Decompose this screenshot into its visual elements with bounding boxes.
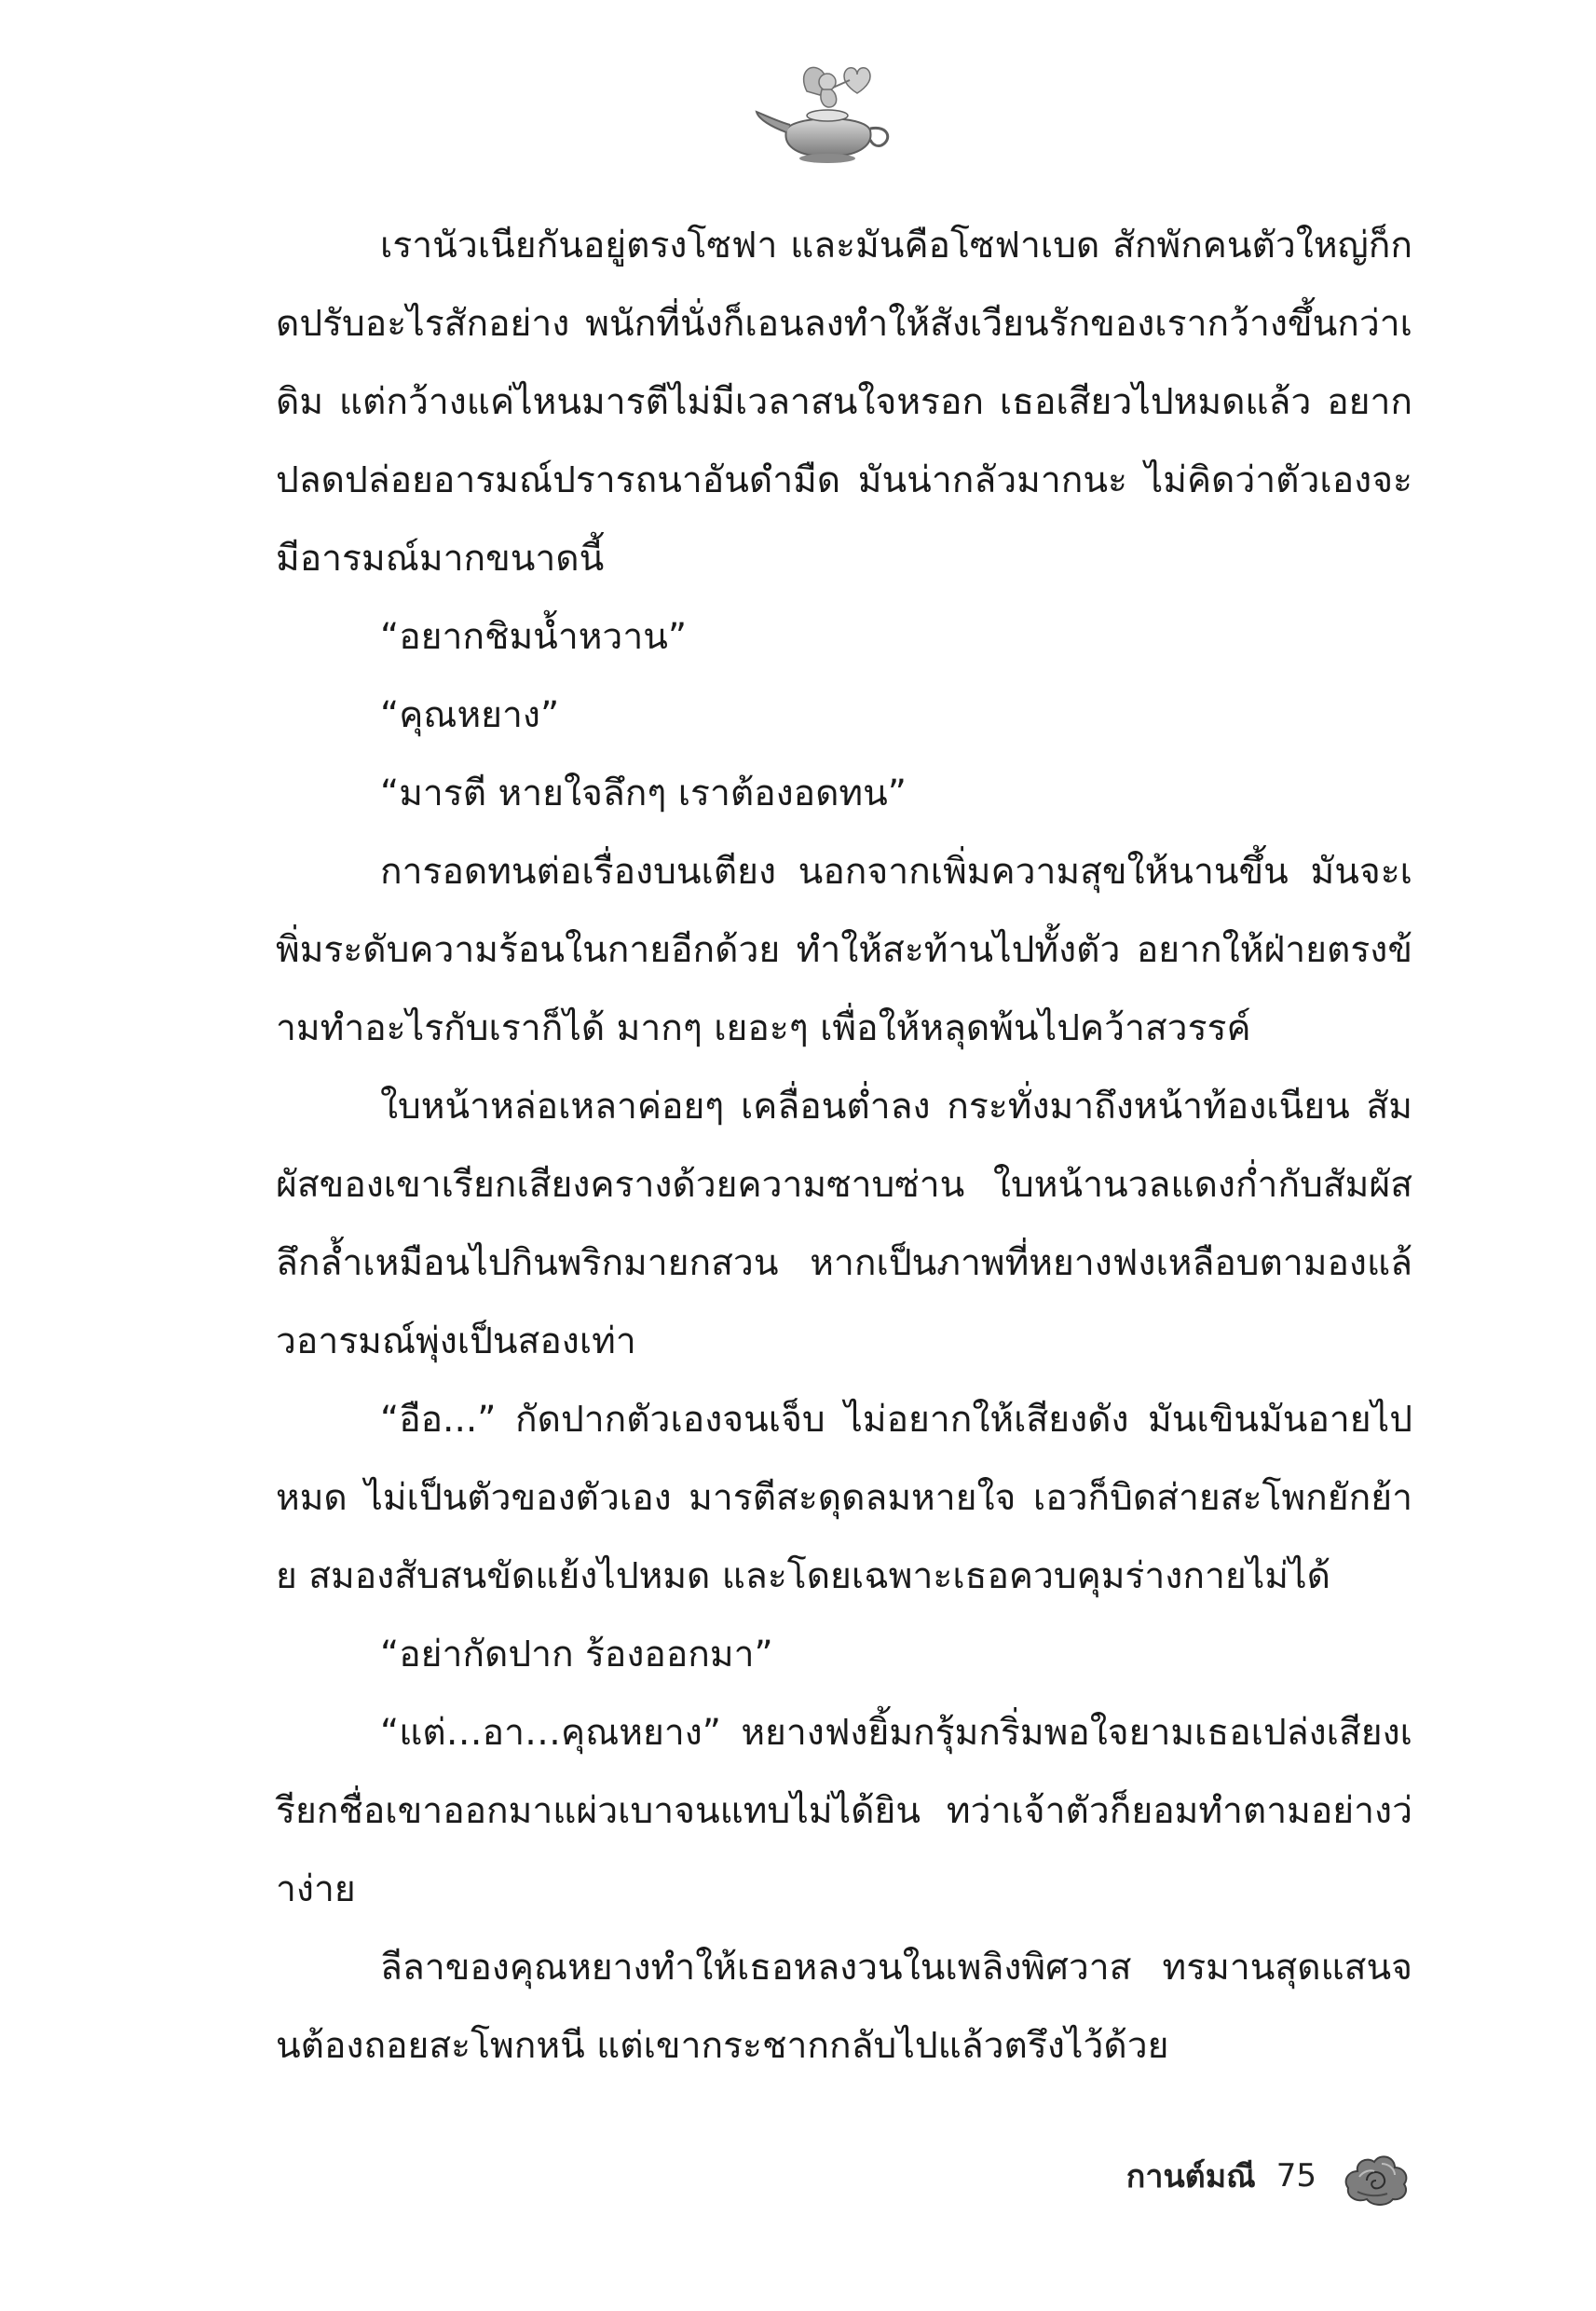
paragraph: “คุณหยาง”	[380, 694, 560, 736]
paragraph: การอดทนต่อเรื่องบนเตียง นอกจากเพิ่มความสุขให้นานขึ้น มันจะเพิ่มระดับความร้อนในกายอีกด้วย ทำให้สะท้านไปทั้งตัว อยากให้ฝ่ายตรงข้ามทำอะไรกับเราก็ได้ มากๆ เยอะๆ เพื่อให้หลุดพ้นไปคว้าสวรรค์	[276, 851, 1412, 1049]
paragraph: “มารตี หายใจลึกๆ เราต้องอดทน”	[380, 773, 907, 814]
paragraph: ใบหน้าหล่อเหลาค่อยๆ เคลื่อนต่ำลง กระทั่งมาถึงหน้าท้องเนียน สัมผัสของเขาเรียกเสียงครางด้วยความซาบซ่าน ใบหน้านวลแดงก่ำกับสัมผัสลึกล้ำเหมือนไปกินพริกมายกสวน หากเป็นภาพที่หยางฟงเหลือบตามองแล้วอารมณ์พุ่งเป็นสองเท่า	[276, 1086, 1412, 1362]
page-footer	[1126, 2134, 1413, 2218]
paragraph: “แต่…อา…คุณหยาง” หยางฟงยิ้มกรุ้มกริ่มพอใจยามเธอเปล่งเสียงเรียกชื่อเขาออกมาแผ่วเบาจนแทบไม่ได้ยิน ทว่าเจ้าตัวก็ยอมทำตามอย่างว่าง่าย	[276, 1712, 1412, 1910]
paragraph: ลีลาของคุณหยางทำให้เธอหลงวนในเพลิงพิศวาส ทรมานสุดแสนจนต้องถอยสะโพกหนี แต่เขากระชากกลับไปแล้วตรึงไว้ด้วย	[276, 1947, 1412, 2067]
body-text	[276, 207, 1412, 2085]
paragraph: “อยากชิมน้ำหวาน”	[380, 616, 688, 658]
page-number: 75	[1275, 2157, 1316, 2195]
paragraph: “อือ...” กัดปากตัวเองจนเจ็บ ไม่อยากให้เสียงดัง มันเขินมันอายไปหมด ไม่เป็นตัวของตัวเอง มารตีสะดุดลมหายใจ เอวก็บิดส่ายสะโพกยักย้าย สมองสับสนขัดแย้งไปหมด และโดยเฉพาะเธอควบคุมร่างกายไม่ได้	[276, 1399, 1412, 1597]
footer-author: กานต์มณี	[1125, 2158, 1256, 2195]
rose-icon	[1339, 2143, 1413, 2208]
paragraph: เรานัวเนียกันอยู่ตรงโซฟา และมันคือโซฟาเบด สักพักคนตัวใหญ่ก็กดปรับอะไรสักอย่าง พนักที่นั่งก็เอนลงทำให้สังเวียนรักของเรากว้างขึ้นกว่าเดิม แต่กว้างแค่ไหนมารตีไม่มีเวลาสนใจหรอก เธอเสียวไปหมดแล้ว อยากปลดปล่อยอารมณ์ปรารถนาอันดำมืด มันน่ากลัวมากนะ ไม่คิดว่าตัวเองจะมีอารมณ์มากขนาดนี้	[276, 225, 1412, 580]
cupid-teapot-ornament-icon	[753, 54, 902, 168]
paragraph: “อย่ากัดปาก ร้องออกมา”	[380, 1634, 773, 1675]
